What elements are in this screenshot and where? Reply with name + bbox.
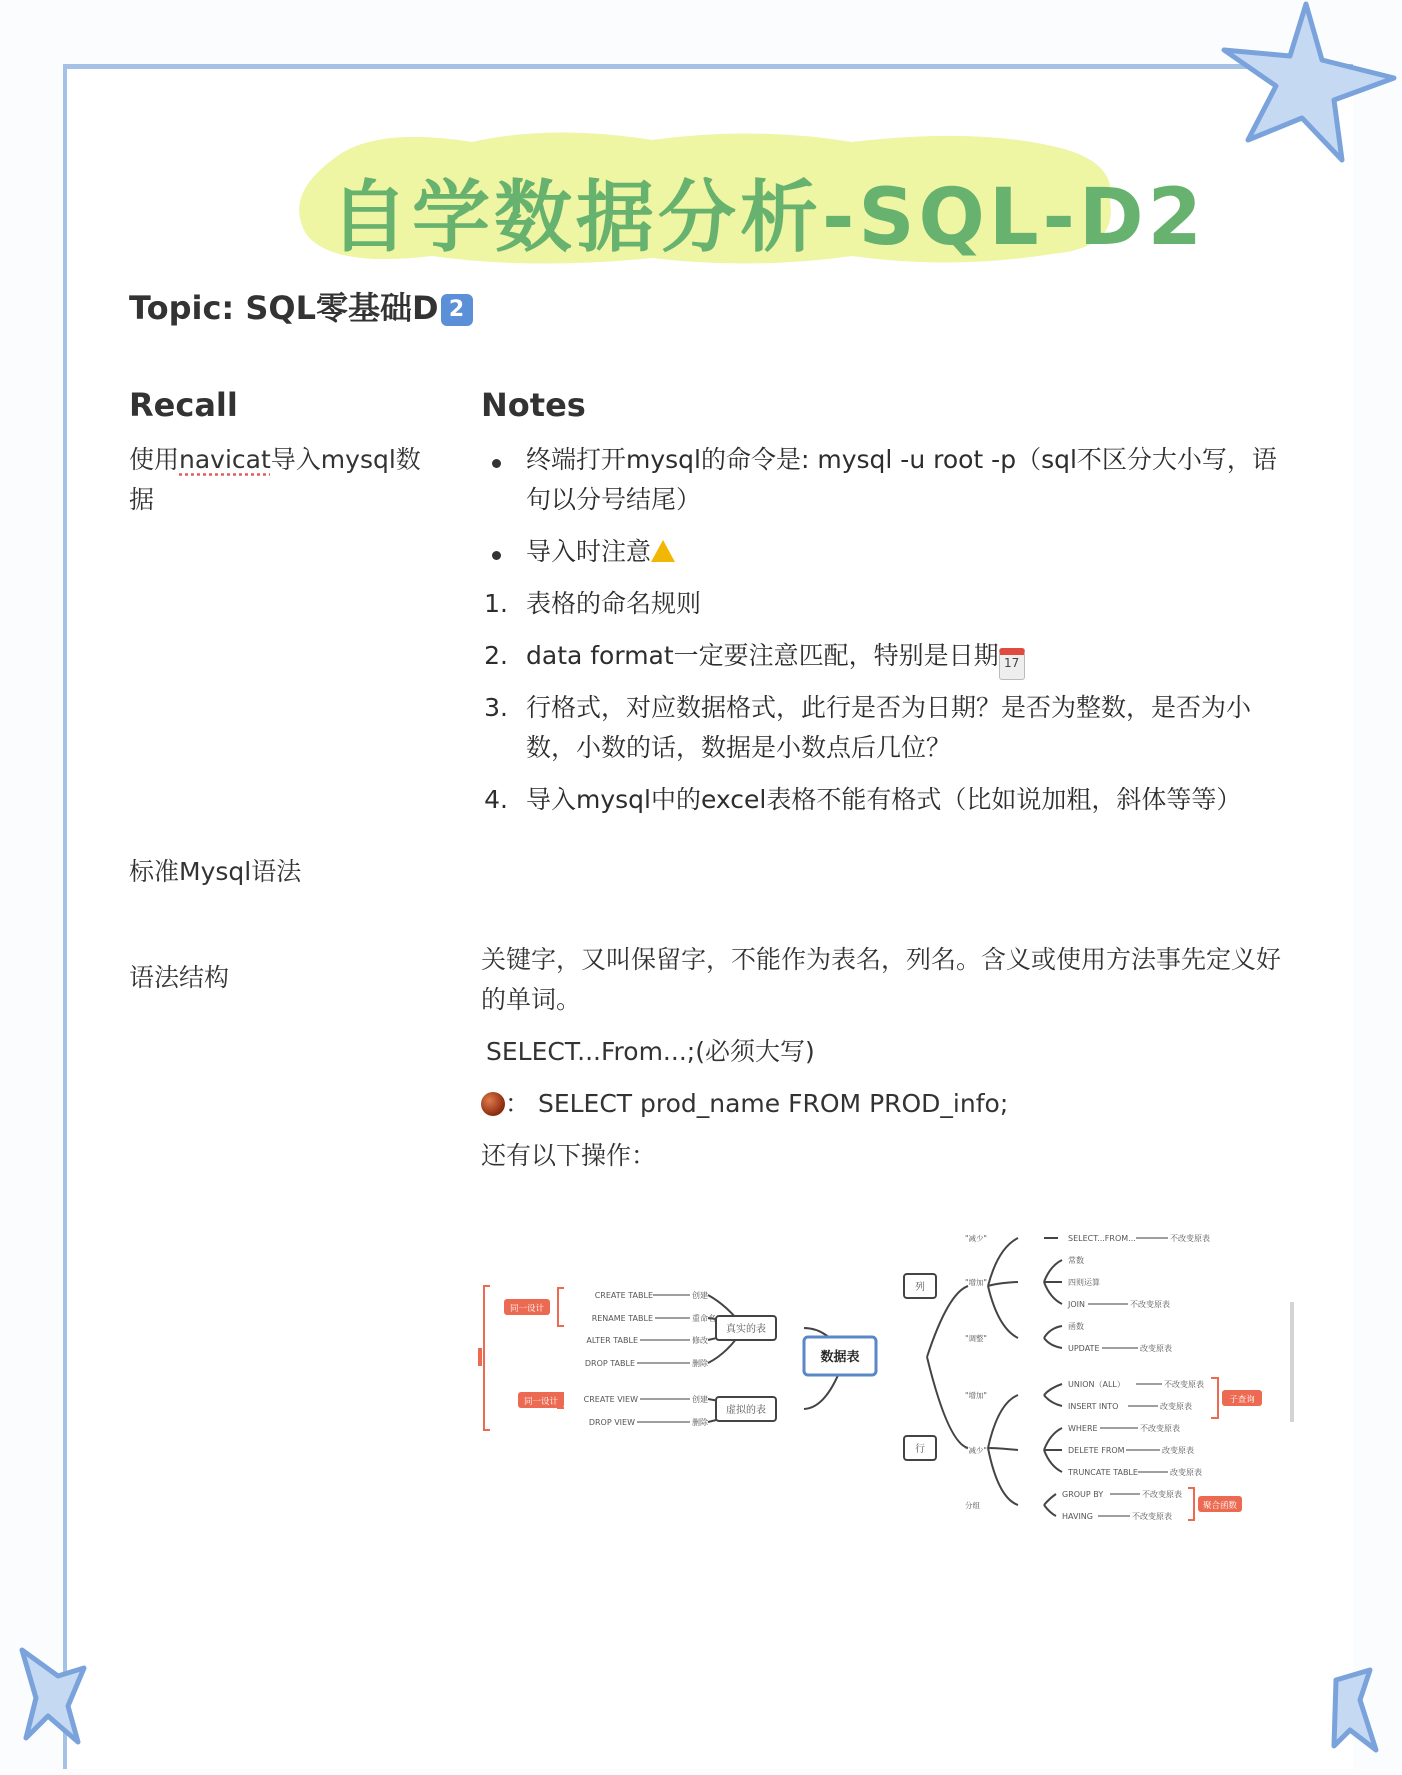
mindmap-leaf: CREATE VIEW (583, 1395, 638, 1404)
mindmap-leaf: CREATE TABLE (594, 1291, 653, 1300)
mindmap-leaf: 创建 (692, 1395, 708, 1404)
mindmap-leaf: 删除 (692, 1359, 708, 1368)
mindmap-leaf: WHERE (1068, 1424, 1098, 1433)
mindmap-leaf: 修改 (692, 1336, 708, 1345)
warning-icon (651, 540, 675, 562)
mindmap-leaf: 四则运算 (1068, 1278, 1100, 1287)
mindmap-virtual-table-label: 虚拟的表 (726, 1405, 766, 1416)
bullet-icon (492, 459, 501, 468)
calendar-icon: 17 (999, 648, 1025, 680)
star-icon-bottom-left (18, 1646, 88, 1746)
more-operations-label: 还有以下操作： (481, 1141, 657, 1170)
mindmap-leaf-note: 改变原表 (1160, 1402, 1192, 1411)
sql-mindmap (478, 1198, 1300, 1554)
mindmap-leaf: ALTER TABLE (586, 1336, 638, 1345)
mindmap-leaf: DROP VIEW (588, 1418, 635, 1427)
mindmap-real-table-label: 真实的表 (726, 1324, 766, 1335)
mindmap-tag-subquery-label: 子查询 (1229, 1395, 1255, 1405)
note-bullet-terminal: 终端打开mysql的命令是: mysql -u root -p（sql不区分大小写，语句以分号结尾） (481, 440, 1301, 520)
mindmap-leaf-note: 不改变原表 (1164, 1380, 1204, 1389)
mindmap-leaf: JOIN (1068, 1300, 1085, 1309)
mindmap-leaf: SELECT...FROM... (1068, 1234, 1136, 1243)
mindmap-leaf-note: 改变原表 (1140, 1344, 1172, 1353)
mindmap-leaf: TRUNCATE TABLE (1068, 1468, 1138, 1477)
mindmap-leaf: INSERT INTO (1068, 1402, 1119, 1411)
mindmap-leaf: GROUP BY (1062, 1490, 1104, 1499)
mindmap-leaf-note: 不改变原表 (1170, 1234, 1210, 1243)
mindmap-group-label: 分组 (965, 1501, 980, 1510)
mindmap-leaf-note: 不改变原表 (1140, 1424, 1180, 1433)
mindmap-leaf: 常数 (1068, 1256, 1084, 1265)
mindmap-leaf-note: 不改变原表 (1142, 1490, 1182, 1499)
left-bracket-marker (478, 1348, 482, 1366)
mindmap-leaf-note: 不改变原表 (1132, 1512, 1172, 1521)
number-two-badge: 2 (441, 294, 473, 326)
mindmap-leaf: 删除 (692, 1418, 708, 1427)
recall-header: Recall (129, 386, 238, 424)
syntax-description: 关键字，又叫保留字，不能作为表名，列名。含义或使用方法事先定义好的单词。 (481, 945, 1282, 1014)
syntax-form: SELECT...From...;(必须大写) (486, 1037, 815, 1066)
mindmap-group-label: "增加" (965, 1278, 987, 1287)
syntax-example: ： SELECT prod_name FROM PROD_info; (481, 1084, 1301, 1124)
topic-text: Topic: SQL零基础D (129, 289, 439, 327)
mindmap-tag-aggregate-label: 聚合函数 (1202, 1501, 1238, 1511)
bullet-icon (492, 551, 501, 560)
mindmap-group-label: "减少" (965, 1446, 987, 1455)
recall-item-structure: 语法结构 (129, 963, 230, 992)
mindmap-leaf: 函数 (1068, 1322, 1084, 1331)
topic-heading (129, 283, 473, 329)
basketball-icon (481, 1092, 505, 1116)
mindmap-leaf: UNION（ALL） (1068, 1380, 1125, 1389)
mindmap-tag-design-label: 同一设计 (509, 1304, 545, 1314)
mindmap-scrollbar[interactable] (1290, 1302, 1294, 1422)
mindmap-leaf: UPDATE (1068, 1344, 1100, 1353)
star-icon-top-right (1218, 0, 1402, 170)
mindmap-leaf: 重命名 (692, 1314, 716, 1323)
mindmap-center-label: 数据表 (820, 1350, 860, 1365)
mindmap-leaf-note: 不改变原表 (1130, 1300, 1170, 1309)
spellcheck-word: navicat (179, 445, 271, 474)
mindmap-leaf-note: 改变原表 (1170, 1468, 1202, 1477)
mindmap-leaf: 创建 (692, 1291, 708, 1300)
mindmap-leaf: DELETE FROM (1068, 1446, 1125, 1455)
mindmap-leaf-note: 改变原表 (1162, 1446, 1194, 1455)
mindmap-group-label: "增加" (965, 1391, 987, 1400)
recall-item-import: 使用navicat导入mysql数据 (129, 445, 421, 514)
mindmap-group-label: "减少" (965, 1234, 987, 1243)
mindmap-leaf: HAVING (1062, 1512, 1093, 1521)
mindmap-row-label: 行 (915, 1444, 925, 1455)
recall-item-syntax: 标准Mysql语法 (129, 857, 302, 886)
page-title: 自学数据分析-SQL-D2 (330, 173, 1206, 263)
mindmap-col-label: 列 (915, 1282, 925, 1293)
mindmap-leaf: RENAME TABLE (591, 1314, 653, 1323)
mindmap-tag-design-2-label: 同一设计 (523, 1397, 559, 1407)
mindmap-leaf: DROP TABLE (584, 1359, 635, 1368)
mindmap-group-label: "调整" (965, 1334, 987, 1343)
star-icon-bottom-right (1330, 1650, 1390, 1760)
notes-header: Notes (481, 386, 586, 424)
